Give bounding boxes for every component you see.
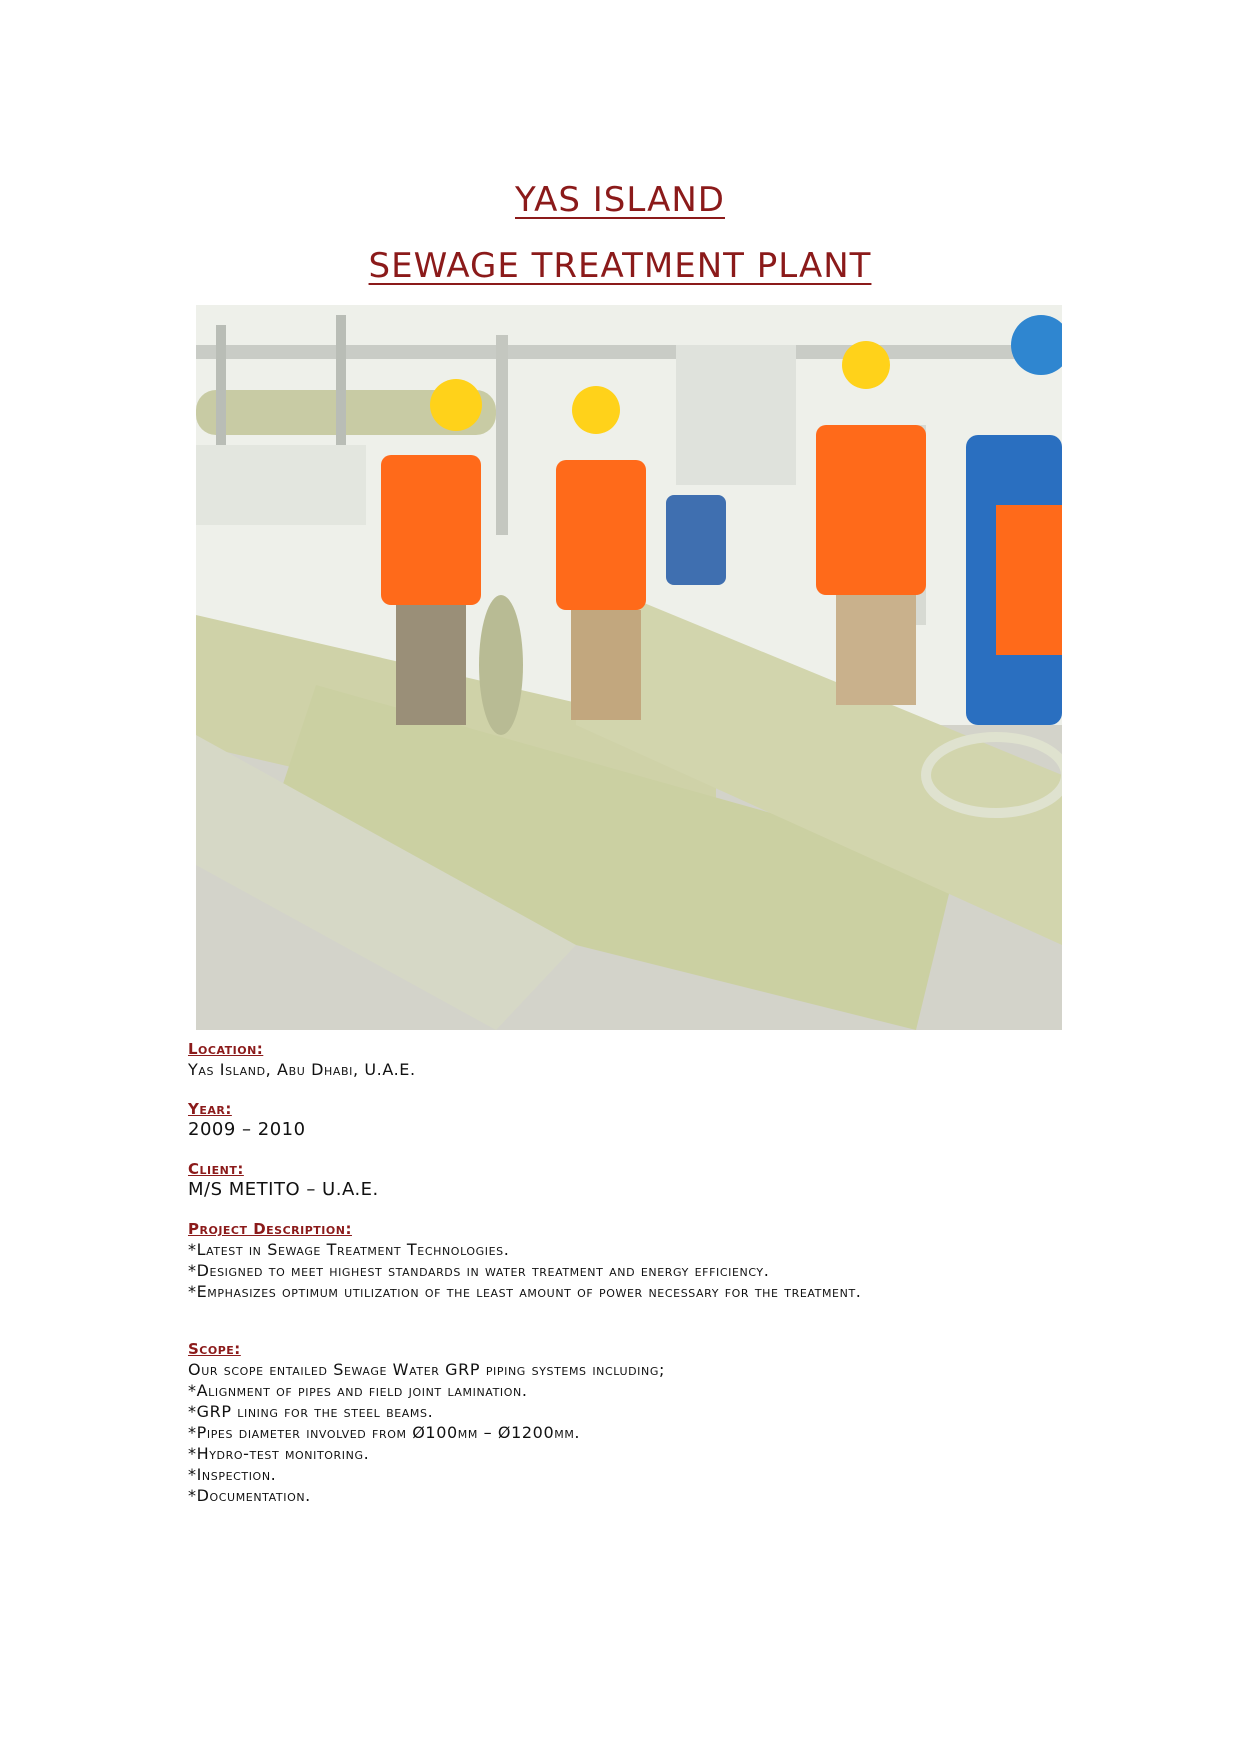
scope-item: *GRP lining for the steel beams.	[188, 1402, 434, 1421]
site-photo	[196, 305, 1062, 1030]
title-line-1: YAS ISLAND	[515, 180, 725, 220]
description-item: *Emphasizes optimum utilization of the least amount of power necessary for the treatment.	[188, 1282, 862, 1301]
client-value: M/S METITO – U.A.E.	[188, 1179, 379, 1200]
location-heading: Location:	[188, 1040, 264, 1058]
scope-item: Our scope entailed Sewage Water GRP piping systems including;	[188, 1360, 665, 1379]
project-description-heading: Project Description:	[188, 1220, 352, 1238]
year-value: 2009 – 2010	[188, 1119, 306, 1140]
scope-item: *Documentation.	[188, 1486, 311, 1505]
location-value: Yas Island, Abu Dhabi, U.A.E.	[188, 1060, 416, 1079]
scope-item: *Pipes diameter involved from Ø100mm – Ø1200mm.	[188, 1423, 581, 1442]
description-item: *Designed to meet highest standards in water treatment and energy efficiency.	[188, 1261, 770, 1280]
scope-heading: Scope:	[188, 1340, 241, 1358]
description-item: *Latest in Sewage Treatment Technologies.	[188, 1240, 510, 1259]
scope-item: *Alignment of pipes and field joint lamination.	[188, 1381, 528, 1400]
year-heading: Year:	[188, 1100, 232, 1118]
scope-item: *Inspection.	[188, 1465, 277, 1484]
client-heading: Client:	[188, 1160, 244, 1178]
scope-item: *Hydro-test monitoring.	[188, 1444, 370, 1463]
title-line-2: SEWAGE TREATMENT PLANT	[368, 246, 872, 286]
